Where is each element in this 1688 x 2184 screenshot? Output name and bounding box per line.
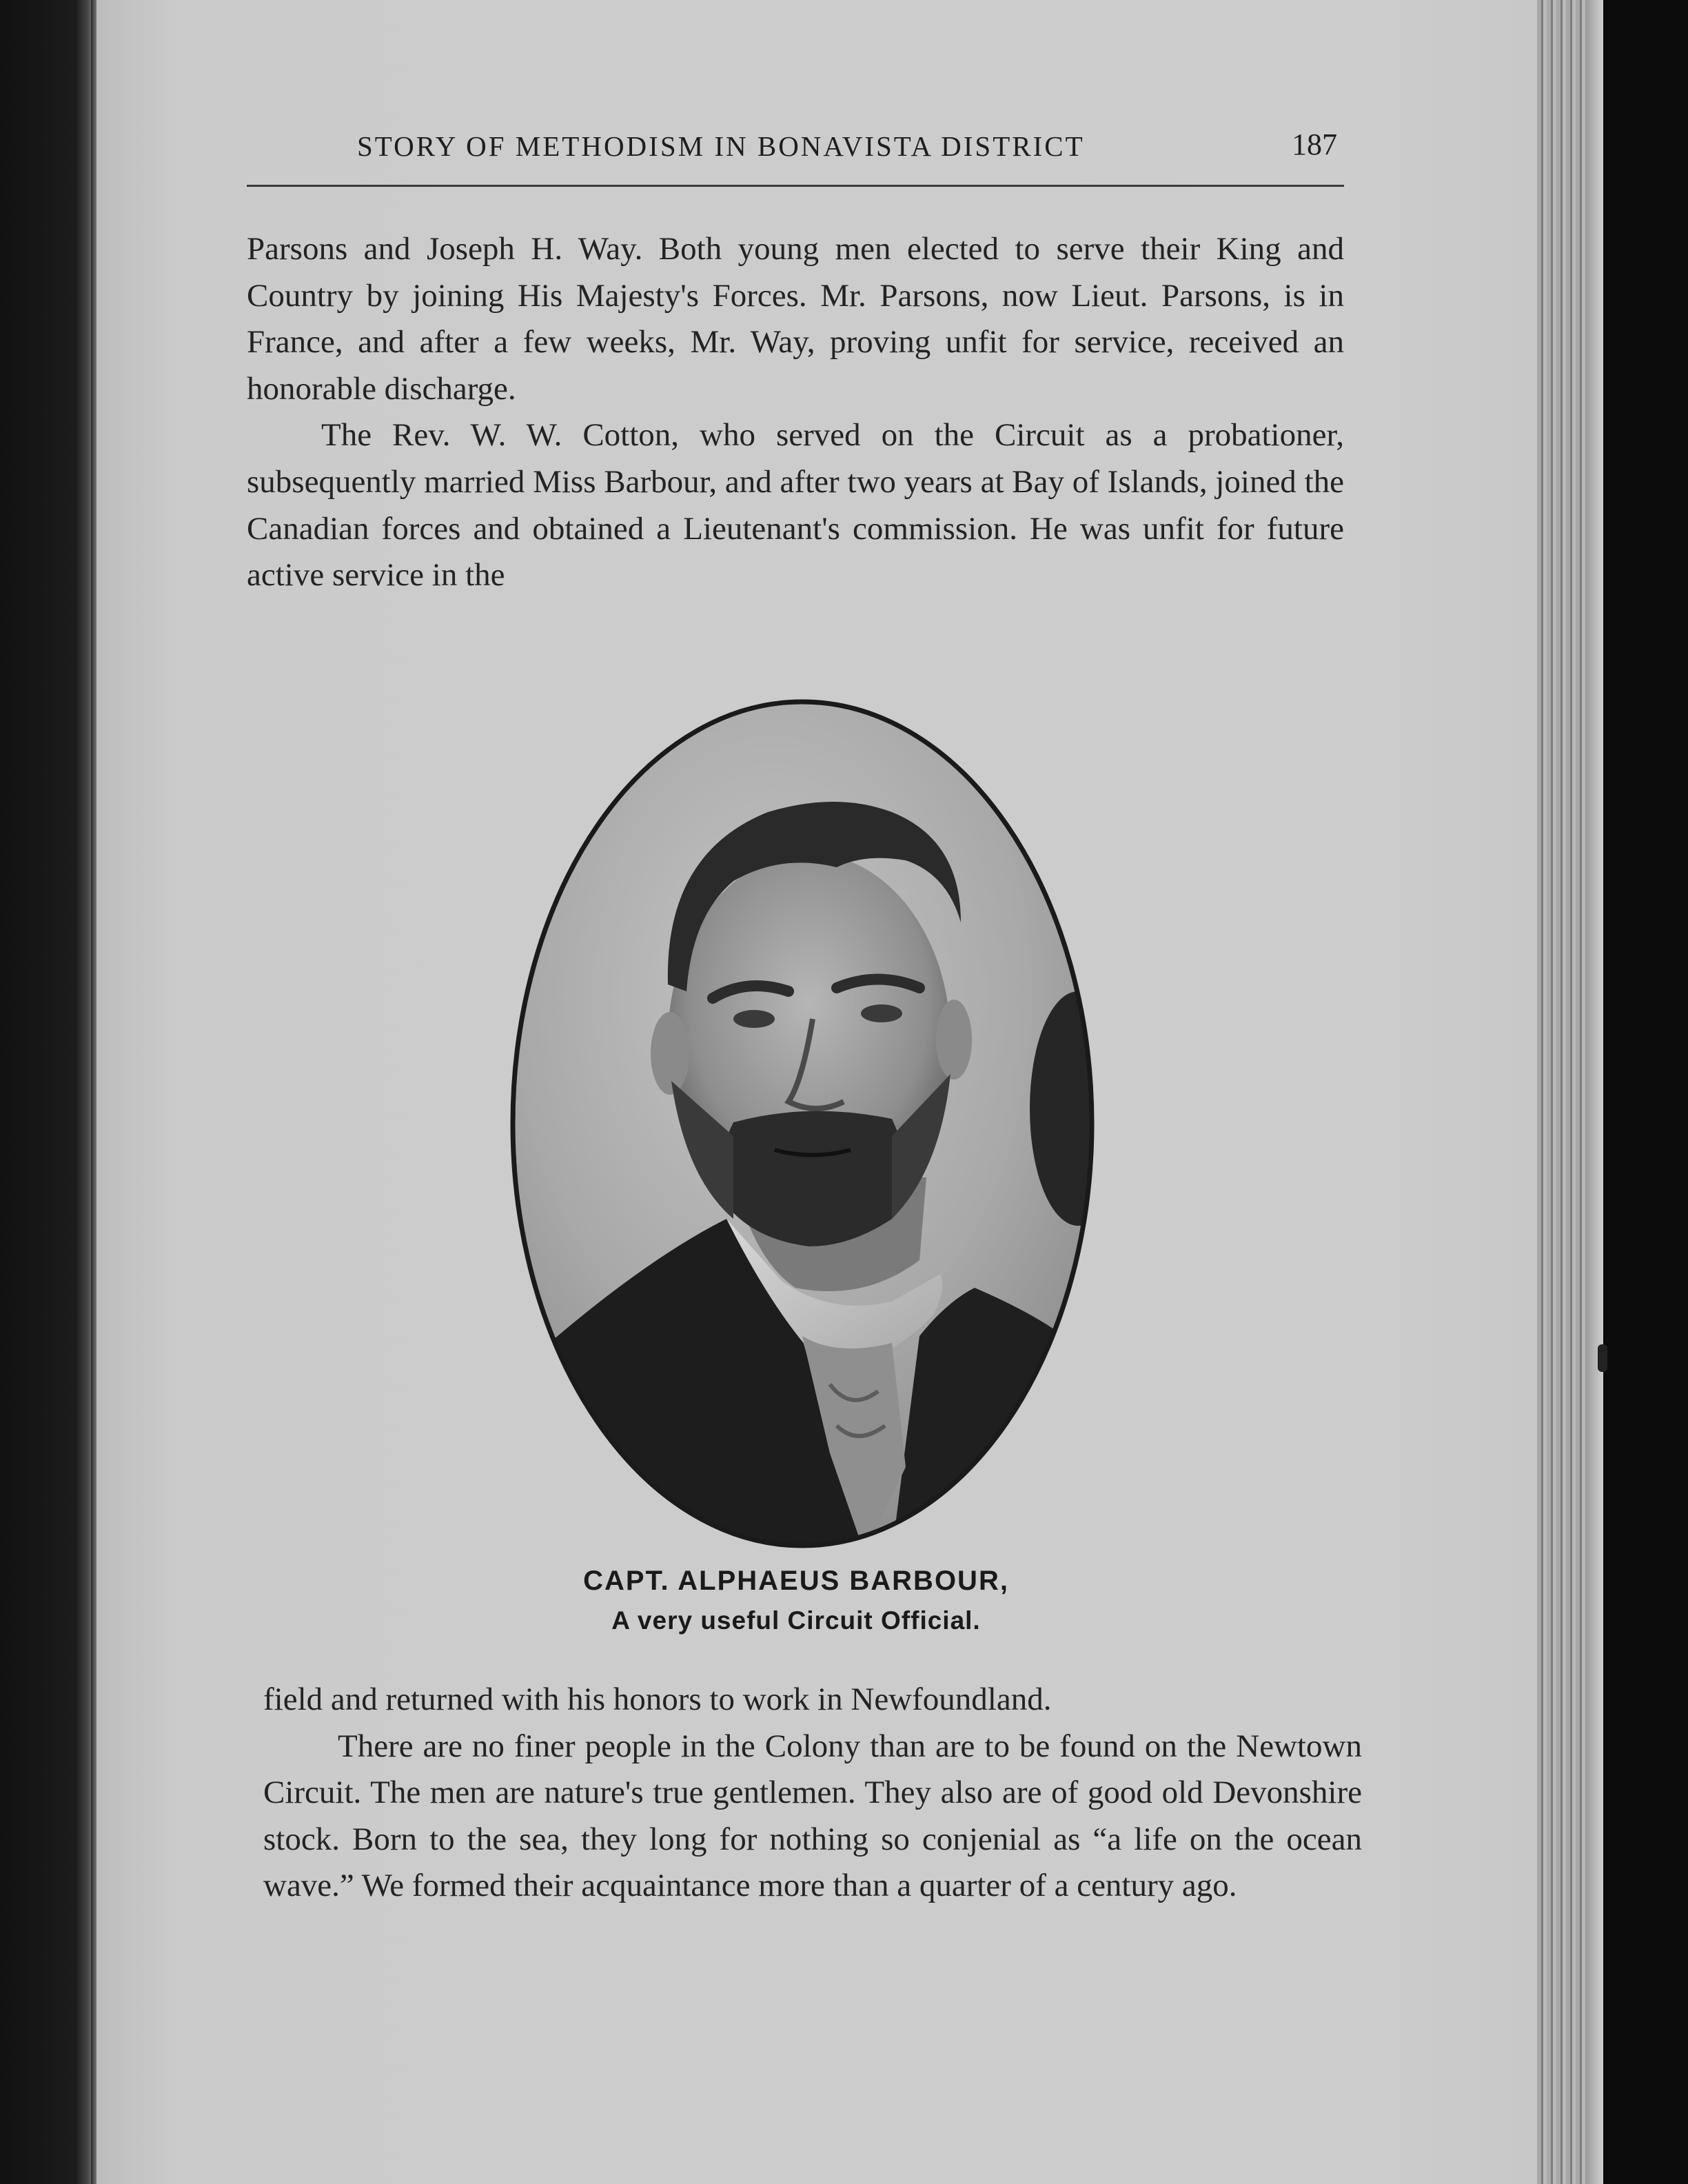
paragraph: There are no finer people in the Colony than are to be found on the Newtown Circuit. The men are nature's true gentlemen. They also are of good old Devonshire stock. Born to the sea, they long for nothing so conjenial as “a life on the ocean wave.” We formed their acquaintance more than a quarter of a century ago.	[263, 1728, 1362, 1904]
gutter-shadow	[91, 0, 96, 2184]
figure-caption	[414, 1561, 1179, 1641]
scan-background	[1603, 0, 1688, 2184]
caption-name: CAPT. ALPHAEUS BARBOUR,	[583, 1566, 1009, 1596]
caption-description: A very useful Circuit Official.	[611, 1606, 981, 1635]
running-head-title: STORY OF METHODISM IN BONAVISTA DISTRICT	[357, 130, 1085, 162]
page-edge-shadow	[1585, 0, 1603, 2184]
body-text-top	[247, 226, 1344, 599]
body-text-bottom	[263, 1677, 1362, 1910]
page-edge-mark	[1598, 1344, 1607, 1372]
running-header	[247, 123, 1344, 178]
header-rule	[247, 185, 1344, 187]
paragraph: Parsons and Joseph H. Way. Both young men elected to serve their King and Country by joining His Majesty's Forces. Mr. Parsons, now Lieut. Parsons, is in France, and after a few weeks, Mr. Way, proving unfit for service, received an honorable discharge.	[247, 231, 1344, 407]
paragraph: field and returned with his honors to work in Newfoundland.	[263, 1681, 1052, 1717]
portrait-photo	[506, 695, 1099, 1553]
book-gutter-left	[0, 0, 96, 2184]
page-number: 187	[1292, 128, 1337, 161]
paragraph: The Rev. W. W. Cotton, who served on the Circuit as a probationer, subsequently married Miss Barbour, and after two years at Bay of Islands, joined the Canadian forces and obtained a Lieutenant's commission. He was unfit for future active service in the	[247, 417, 1344, 594]
